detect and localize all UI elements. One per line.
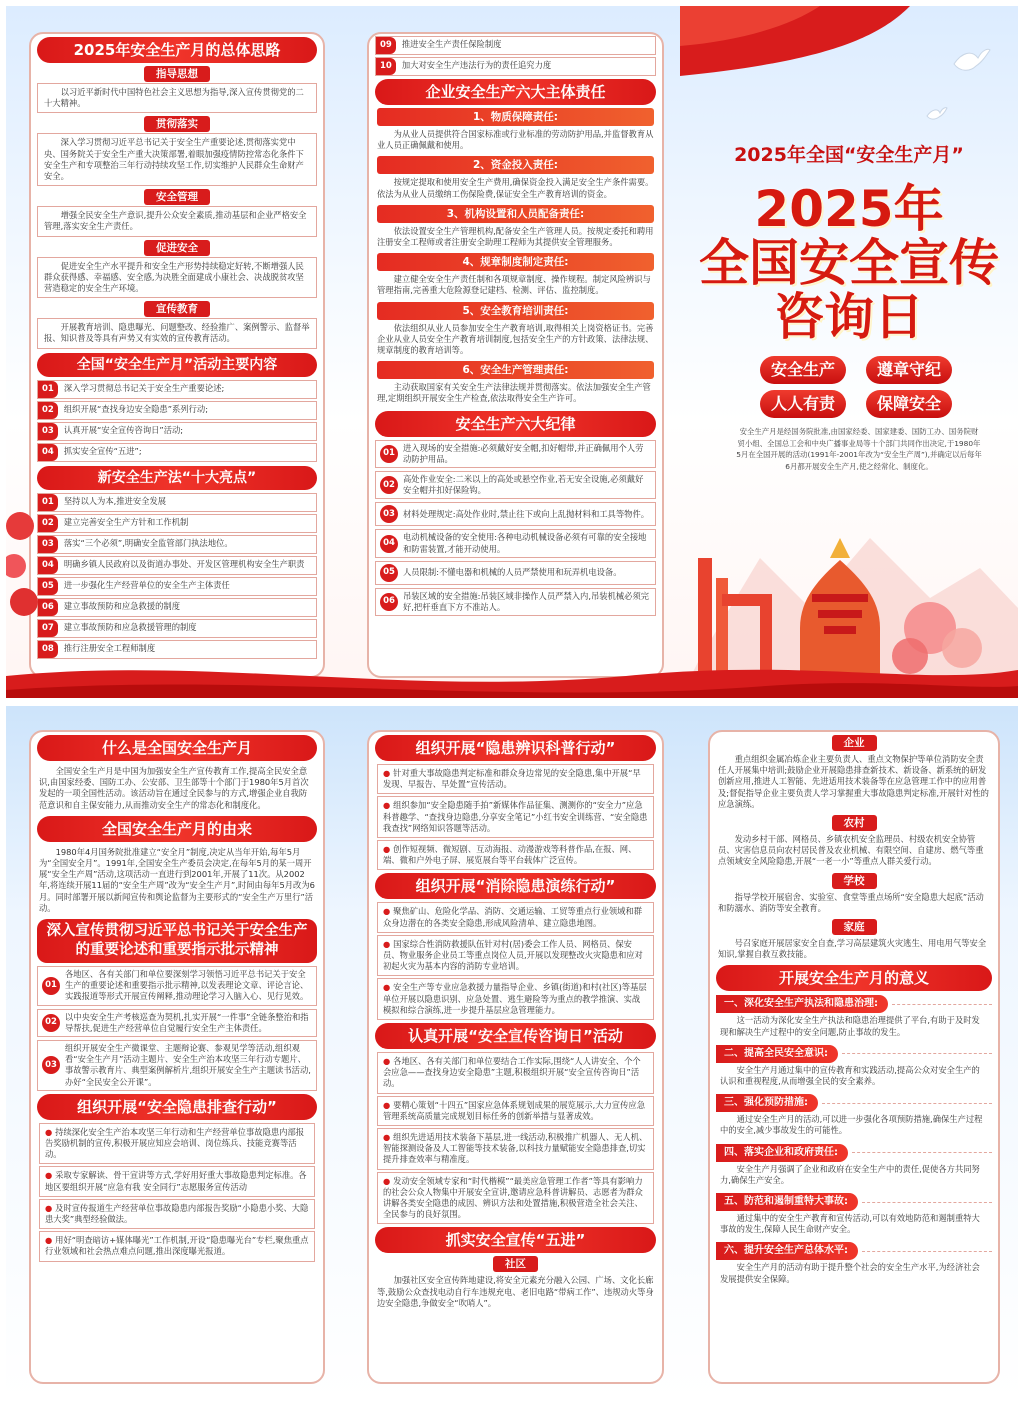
responsibility-text: 主动获取国家有关安全生产法律法规并贯彻落实。依法加强安全生产管理,定期组织开展安全生产检查,依法取得安全生产许可。: [377, 382, 651, 404]
numbered-item: [37, 401, 317, 420]
item-number: 01: [38, 494, 58, 511]
cover-title-year: 2025年: [754, 180, 944, 238]
item-number: 09: [376, 37, 396, 54]
significance-label: 六、提升安全生产总体水平:: [716, 1242, 858, 1260]
responsibilities-list: [369, 108, 662, 407]
numbered-item: [37, 619, 317, 638]
discipline-number: 01: [380, 445, 398, 463]
significance-label: 四、落实企业和政府责任:: [716, 1144, 848, 1162]
actions-column: [367, 730, 664, 1384]
hazard-science-item: [377, 840, 654, 870]
bullet-icon: ●: [383, 844, 394, 855]
highlights-list: [31, 493, 323, 659]
item-text: 建立事故预防和应急救援管理的制度: [63, 621, 197, 632]
discipline-text: 吊装区域的安全措施:吊装区域非操作人员严禁入内,吊装机械必须完好,把杆垂直下方不准站人。: [403, 590, 650, 613]
item-number: 07: [38, 620, 58, 637]
intro-column: [29, 730, 325, 1384]
cover-title-main: 全国安全宣传: [699, 234, 999, 292]
origin-title: 全国安全生产月的由来: [37, 816, 317, 842]
discipline-item: [375, 471, 656, 499]
divider: [862, 1202, 992, 1203]
numbered-item: [37, 577, 317, 596]
item-text: 组织开展“查找身边安全隐患”系列行动;: [63, 403, 208, 414]
divider: [862, 1251, 992, 1252]
numbered-item: [37, 443, 317, 462]
item-text: 明确乡镇人民政府以及街道办事处、开发区管理机构安全生产职责: [63, 558, 305, 569]
bullet-icon: ●: [383, 982, 394, 993]
bullet-icon: ●: [383, 1175, 394, 1186]
bullet-icon: ●: [45, 1235, 56, 1246]
five-into-label: 农村: [832, 815, 877, 831]
inspection-item-text: 采取专家解读、骨干宣讲等方式,学好用好重大事故隐患判定标准。各地区要组织开展“应急有我 安全同行”志愿服务宣传活动: [45, 1170, 307, 1192]
responsibility-label: 3、机构设置和人员配备责任:: [377, 205, 654, 223]
drills-title: 组织开展“消除隐患演练行动”: [375, 873, 656, 899]
numbered-item: [37, 556, 317, 575]
significance-list: [710, 995, 998, 1287]
item-number: 08: [38, 641, 58, 658]
bullet-icon: ●: [45, 1202, 56, 1213]
discipline-item: [375, 561, 656, 585]
bullet-icon: ●: [383, 906, 394, 917]
item-text: 落实“三个必须”,明确安全监管部门执法地位。: [63, 537, 233, 548]
community-text: 加强社区安全宣传阵地建设,将安全元素充分融入公园、广场、文化长廊等,鼓励公众查找电动自行车违规充电、老旧电路“带病工作”、违规动火等身边安全隐患,争做安全“吹哨人”。: [377, 1275, 654, 1308]
drill-item: [377, 978, 654, 1020]
overview-section-label: 促进安全: [144, 240, 210, 256]
significance-title: 开展安全生产月的意义: [716, 965, 992, 991]
significance-text: 安全生产月的活动有助于提升整个社会的安全生产水平,为经济社会发展提供安全保障。: [720, 1262, 980, 1284]
consult-day-item-text: 发动安全领域专家和“时代楷模”“最美应急管理工作者”等具有影响力的社会公众人物集中开展安全宣讲,邀请应急科普讲解员、志愿者为群众讲解各类安全隐患的成因、辨识方法和处置措施,积极营造全社会关注、全民参与的良好氛围。: [383, 1175, 643, 1220]
item-number: 04: [38, 557, 58, 574]
red-wave-decoration: [6, 646, 1018, 698]
significance-text: 通过集中的安全生产教育和宣传活动,可以有效地防范和遏制重特大事故的发生,保障人民生命财产安全。: [720, 1213, 980, 1235]
inspection-item-text: 及时宣传报道生产经营单位事故隐患内部报告奖励“小隐患小奖、大隐患大奖”典型经验做法。: [45, 1202, 309, 1225]
consult-day-item: [377, 1052, 654, 1094]
item-number: 03: [38, 536, 58, 553]
overview-section-label: 安全管理: [144, 189, 210, 205]
hazard-science-item-text: 创作短视频、微短剧、互动海报、动漫游戏等科普作品,在报、网、端、微和户外电子屏、展览展台等平台载体广泛宣传。: [383, 844, 637, 866]
significance-text: 通过安全生产月的活动,可以进一步强化各项预防措施,确保生产过程中的安全,减少事故发生的可能性。: [720, 1114, 983, 1136]
overview-section-text: 以习近平新时代中国特色社会主义思想为指导,深入宣传贯彻党的二十大精神。: [37, 83, 317, 113]
significance-text: 这一活动为深化安全生产执法和隐患治理提供了平台,有助于及时发现和解决生产过程中的安全问题,防止事故的发生。: [720, 1015, 980, 1037]
bullet-icon: ●: [383, 1132, 394, 1143]
significance-text: 安全生产月通过集中的宣传教育和实践活动,提高公众对安全生产的认识和重视程度,从而增强全民的安全素养。: [720, 1064, 980, 1087]
discipline-title: 安全生产六大纪律: [375, 411, 656, 437]
dove-small-icon: [926, 106, 948, 122]
significance-label: 一、深化安全生产执法和隐患治理:: [716, 995, 888, 1013]
divider: [842, 1053, 992, 1054]
drill-item-text: 聚焦矿山、危险化学品、消防、交通运输、工贸等重点行业领域和群众身边潜在的各类安全隐患,形成风险清单、建立隐患地图。: [383, 906, 643, 928]
responsibility-text: 依法设置安全生产管理机构,配备安全生产管理人员。按规定委托和聘用注册安全工程师或者注册安全助理工程师为其提供安全管理服务。: [377, 225, 654, 248]
item-number: 02: [38, 515, 58, 532]
discipline-item: [375, 529, 656, 557]
five-into-label: 家庭: [832, 919, 877, 935]
consult-day-item: [377, 1128, 654, 1170]
drill-item: [377, 902, 654, 932]
slogan-3: 人人有责: [760, 390, 846, 418]
responsibilities-title: 企业安全生产六大主体责任: [375, 79, 656, 105]
top-panel: [6, 6, 1018, 698]
discipline-text: 高处作业安全:二米以上的高处或悬空作业,若无安全设施,必须戴好安全帽并扣好保险钩。: [403, 474, 644, 496]
numbered-item: [37, 493, 317, 512]
item-number: 01: [38, 381, 58, 398]
drills-list: [369, 902, 662, 1020]
item-number: 06: [38, 599, 58, 616]
numbered-item: [37, 422, 317, 441]
item-number: 03: [38, 423, 58, 440]
cover-intro: 安全生产月是经国务院批准,由国家经委、国家建委、国防工办、国务院财贸小组、全国总工会和中央广播事业局等十个部门共同作出决定,于1980年5月在全国开展的活动(1991年-2001年改为“安全生产周”),并确定以后每年6月都开展安全生产月,使之经常化、制度化。: [736, 427, 982, 471]
responsibility-label: 5、安全教育培训责任:: [377, 302, 654, 320]
numbered-item: [37, 598, 317, 617]
cover: [680, 6, 1018, 698]
item-number: 05: [38, 578, 58, 595]
inspection-list: [31, 1123, 323, 1262]
divider: [852, 1152, 992, 1153]
significance-label-row: [716, 995, 992, 1013]
five-into-text: 发动乡村干部、网格员、乡镇农机安全监理员、村级农机安全协管员、灾害信息员向农村居民普及农业机械、有限空间、自建房、燃气等重点领域安全风险隐患,开展“一老一小”等重点人群关爱行动。: [718, 834, 984, 867]
consult-day-item-text: 要精心策划“十四五”国家应急体系规划成果的展览展示,大力宣传应急管理系统高质量完成规划目标任务的创新举措与显著成效。: [383, 1099, 645, 1121]
overview-section-label: 指导思想: [144, 66, 210, 82]
hazard-science-item-text: 针对重大事故隐患判定标准和群众身边常见的安全隐患,集中开展“早发现、早报告、早处置”宣传活动。: [383, 768, 641, 790]
responsibility-text: 依法组织从业人员参加安全生产教育培训,取得相关上岗资格证书。完善企业从业人员安全生产教育培训制度,包括安全生产的方针政策、法律法规、规章制度的教育培训等。: [377, 322, 654, 356]
highlights-title: 新安全生产法“十大亮点”: [37, 466, 317, 490]
discipline-list: [369, 440, 662, 617]
bottom-panel: [6, 706, 1018, 1400]
what-is-text: 全国安全生产月是中国为加强安全生产宣传教育工作,提高全民安全意识,由国家经委、国防工办、公安部、卫生部等十个部门于1980年5月首次发起的一项全国性活动。该活动旨在通过全民参与的方式,增强企业自我防范意识和自主保安能力,从而推动安全生产的常态化和制度化。: [39, 766, 309, 810]
item-text: 深入学习贯彻总书记关于安全生产重要论述;: [63, 382, 225, 393]
drill-item-text: 国家综合性消防救援队伍针对村(居)委会工作人员、网格员、保安员、物业服务企业员工等重点岗位人员,开展以发现整改火灾隐患和应对初起火灾为基本内容的消防专业培训。: [383, 938, 643, 972]
study-text: 以中央安全生产考核巡查为契机,扎实开展“一件事”全链条整治和指导帮扶,促进生产经营单位自觉履行安全生产主体责任。: [65, 1011, 309, 1033]
study-text: 各地区、各有关部门和单位要深刻学习领悟习近平总书记关于安全生产的重要论述和重要指示批示精神,以发表理论文章、评论言论、实践报道等形式开展宣传阐释,推动理论学习入脑入心、见行见效。: [65, 969, 309, 1002]
numbered-item: [375, 57, 656, 76]
overview-title: 2025年安全生产月的总体思路: [37, 37, 317, 63]
activities-list: [31, 380, 323, 462]
item-text: 建立事故预防和应急救援的制度: [63, 600, 181, 611]
responsibility-label: 1、物质保障责任:: [377, 108, 654, 126]
divider: [822, 1103, 992, 1104]
five-into-text: 指导学校开展宿舍、实验室、食堂等重点场所“安全隐患大起底”活动和防溺水、消防等安全教育。: [718, 891, 984, 913]
item-text: 坚持以人为本,推进安全发展: [63, 495, 167, 506]
discipline-text: 进入现场的安全措施:必须戴好安全帽,扣好帽带,并正确佩用个人劳动防护用品。: [403, 442, 644, 464]
community-label: 社区: [493, 1256, 538, 1272]
overview-section-text: 深入学习贯彻习近平总书记关于安全生产重要论述,贯彻落实党中央、国务院关于安全生产重大决策部署,着眼加强疫情防控常态化条件下安全生产和专项整治三年行动持续攻坚工作,切实维护人民群众生命财产安全。: [37, 133, 317, 186]
consult-day-item-text: 各地区、各有关部门和单位要结合工作实际,围绕“人人讲安全、个个会应急——查找身边安全隐患”主题,积极组织开展“安全宣传咨询日”活动。: [383, 1056, 641, 1089]
overview-section-label: 宣传教育: [144, 301, 210, 317]
responsibility-column: [367, 32, 664, 678]
drill-item: [377, 935, 654, 977]
item-text: 推进安全生产责任保险制度: [401, 39, 502, 49]
cover-title-sub: 咨询日: [774, 288, 924, 346]
activities-title: 全国“安全生产月”活动主要内容: [37, 353, 317, 377]
consult-day-item: [377, 1172, 654, 1225]
inspection-title: 组织开展“安全隐患排查行动”: [37, 1094, 317, 1120]
five-into-continued: [710, 735, 998, 962]
significance-label-row: [716, 1094, 992, 1112]
significance-label-row: [716, 1193, 992, 1211]
bullet-icon: ●: [45, 1170, 56, 1181]
five-into-text: 号召家庭开展居家安全自查,学习高层建筑火灾逃生、用电用气等安全知识,掌握自救互救技能。: [718, 938, 987, 960]
item-text: 认真开展“安全宣传咨询日”活动;: [63, 424, 184, 435]
discipline-number: 03: [380, 505, 398, 523]
consult-day-title: 认真开展“安全宣传咨询日”活动: [375, 1023, 656, 1049]
study-item: [37, 1009, 317, 1037]
study-item: [37, 966, 317, 1006]
hazard-science-item-text: 组织参加“安全隐患随手拍”新媒体作品征集、测测你的“安全力”应急科普趣学、“查找身边隐患,分享安全笔记”小红书安全训练营、“安全隐患我查找”网络知识答题等活动。: [383, 800, 648, 833]
responsibility-text: 按规定提取和使用安全生产费用,确保资金投入满足安全生产条件需要。依法为从业人员缴纳工伤保险费,保证安全生产教育培训的资金。: [377, 177, 654, 199]
inspection-item: [39, 1199, 315, 1229]
discipline-number: 05: [380, 564, 398, 582]
discipline-number: 06: [380, 593, 398, 611]
bullet-icon: ●: [383, 768, 394, 778]
inspection-item: [39, 1166, 315, 1196]
item-text: 加大对安全生产违法行为的责任追究力度: [401, 60, 552, 70]
item-text: 抓实安全宣传“五进”;: [63, 445, 142, 456]
discipline-text: 人员限制:不懂电器和机械的人员严禁使用和玩弄机电设备。: [403, 567, 622, 578]
numbered-item: [375, 36, 656, 55]
consult-day-list: [369, 1052, 662, 1224]
discipline-text: 电动机械设备的安全使用:各种电动机械设备必须有可靠的安全接地和防雷装置,才能开动使用。: [403, 532, 647, 554]
responsibility-label: 4、规章制度制定责任:: [377, 253, 654, 271]
overview-section-text: 开展教育培训、隐患曝光、问题整改、经验推广、案例警示、监督举报、知识普及等具有声势又有实效的宣传教育活动。: [37, 318, 317, 348]
bullet-icon: ●: [383, 1056, 394, 1067]
significance-column: [708, 730, 1000, 1384]
inspection-item-text: 用好“明查暗访+媒体曝光”工作机制,开设“隐患曝光台”专栏,聚焦重点行业领域和社会热点难点问题,推出深度曝光报道。: [45, 1235, 309, 1257]
numbered-item: [37, 380, 317, 399]
hazard-science-item: [377, 764, 654, 794]
overview-column: [29, 32, 325, 678]
numbered-item: [37, 514, 317, 533]
origin-text: 1980年4月国务院批准建立“安全月”制度,决定从当年开始,每年5月为“全国安全月”。1991年,全国安全生产委员会决定,在每年5月的某一周开展“安全生产周”活动,这项活动一直进行到2001年,开展了11次。从2002年,将连续开展11届的“安全生产周”改为“安全生产月”,时间由每年5月改为6月。同时部署开展以新闻宣传和舆论监督为主要形式的“安全生产万里行”活动。: [39, 846, 315, 913]
item-number: 04: [38, 444, 58, 461]
cover-subtitle: 2025年全国“安全生产月”: [734, 144, 964, 166]
hazard-science-list: [369, 764, 662, 870]
numbered-item: [37, 535, 317, 554]
study-number: 03: [42, 1056, 60, 1074]
divider: [892, 1004, 992, 1005]
hazard-science-title: 组织开展“隐患辨识科普行动”: [375, 735, 656, 761]
study-number: 01: [42, 977, 60, 995]
five-into-label: 学校: [832, 873, 877, 889]
consult-day-item: [377, 1096, 654, 1126]
significance-label: 五、防范和遏制重特大事故:: [716, 1193, 858, 1211]
discipline-text: 材料处理规定:高处作业时,禁止往下或向上乱抛材料和工具等物件。: [403, 508, 650, 519]
flower-decoration: [6, 486, 46, 636]
bullet-icon: ●: [383, 938, 394, 949]
study-item: [37, 1040, 317, 1091]
overview-sections: [31, 66, 323, 349]
study-text: 组织开展安全生产微课堂、主题辩论赛、参观见学等活动,组织观看“安全生产月”活动主题片、安全生产治本攻坚三年行动专题片、事故警示教育片、典型案例解析片,组织开展安全生产主题读书活动,办好“全民安全公开课”。: [65, 1043, 311, 1087]
significance-label: 三、强化预防措施:: [716, 1094, 818, 1112]
highlights-continued: [369, 36, 662, 76]
hazard-science-item: [377, 796, 654, 838]
discipline-item: [375, 588, 656, 616]
slogan-1: 安全生产: [760, 356, 846, 384]
overview-section-text: 增强全民安全生产意识,提升公众安全素质,推动基层和企业严格安全管理,落实安全生产责任。: [37, 206, 317, 236]
dove-icon: [952, 46, 992, 76]
drill-item-text: 安全生产等专业应急救援力量指导企业、乡镇(街道)和村(社区)等基层单位开展以隐患识别、应急处置、逃生避险等为重点的教学推演、实战模拟和综合演练,进一步提升基层应急管理能力。: [383, 982, 647, 1015]
slogan-4: 保障安全: [866, 390, 952, 418]
responsibility-label: 6、安全生产管理责任:: [377, 361, 654, 379]
item-text: 进一步强化生产经营单位的安全生产主体责任: [63, 579, 230, 590]
what-is-title: 什么是全国安全生产月: [37, 735, 317, 761]
five-into-title: 抓实安全宣传“五进”: [375, 1227, 656, 1253]
five-into-label: 企业: [832, 735, 877, 751]
responsibility-text: 为从业人员提供符合国家标准或行业标准的劳动防护用品,并监督教育从业人员正确佩戴和使用。: [377, 129, 654, 151]
significance-label-row: [716, 1045, 992, 1063]
item-number: 10: [376, 58, 396, 75]
item-text: 推行注册安全工程师制度: [63, 642, 156, 653]
overview-section-label: 贯彻落实: [144, 116, 210, 132]
bullet-icon: ●: [383, 1099, 394, 1110]
significance-label-row: [716, 1144, 992, 1162]
significance-text: 安全生产月强调了企业和政府在安全生产中的责任,促使各方共同努力,确保生产安全。: [720, 1163, 980, 1185]
inspection-item: [39, 1231, 315, 1261]
item-text: 建立完善安全生产方针和工作机制: [63, 516, 189, 527]
significance-label: 二、提高全民安全意识:: [716, 1045, 838, 1063]
discipline-number: 04: [380, 535, 398, 553]
overview-section-text: 促进安全生产水平提升和安全生产形势持续稳定好转,不断增强人民群众获得感、幸福感、安全感,为决胜全面建成小康社会、决战脱贫攻坚营造稳定的安全生产环境。: [37, 257, 317, 299]
bullet-icon: ●: [383, 800, 394, 811]
study-number: 02: [42, 1014, 60, 1032]
responsibility-text: 建立健全安全生产责任制和各项规章制度、操作规程。制定风险辨识与管理指南,完善重大危险源登记建档、检测、评估、监控制度。: [377, 274, 651, 296]
study-list: [31, 966, 323, 1091]
bullet-icon: ●: [45, 1126, 56, 1137]
discipline-item: [375, 440, 656, 468]
five-into-text: 重点组织金属冶炼企业主要负责人、重点文物保护等单位消防安全责任人开展集中培训;鼓励企业开展隐患排查新技术、新设备、新系统的研发创新应用,推进人工智能、先进适用技术装备等在应急管理工作中的应用普及;督促指导企业主要负责人学习掌握重大事故隐患判定标准,开展针对性的应急演练。: [718, 754, 989, 809]
consult-day-item-text: 组织先进适用技术装备下基层,进一线活动,积极推广机器人、无人机、智能探测设备及人工智能等技术装备,以科技力量赋能安全隐患排查,切实提升排查效率与精准度。: [383, 1132, 648, 1165]
responsibility-label: 2、资金投入责任:: [377, 156, 654, 174]
study-title: 深入宣传贯彻习近平总书记关于安全生产的重要论述和重要指示批示精神: [37, 919, 317, 963]
significance-label-row: [716, 1242, 992, 1260]
item-number: 02: [38, 402, 58, 419]
slogan-2: 遵章守纪: [866, 356, 952, 384]
discipline-number: 02: [380, 476, 398, 494]
inspection-item-text: 持续深化安全生产治本攻坚三年行动和生产经营单位事故隐患内部报告奖励机制的宣传,积极开展应知应会培训、岗位练兵、技能竞赛等活动。: [45, 1126, 305, 1160]
inspection-item: [39, 1123, 315, 1165]
discipline-item: [375, 502, 656, 526]
